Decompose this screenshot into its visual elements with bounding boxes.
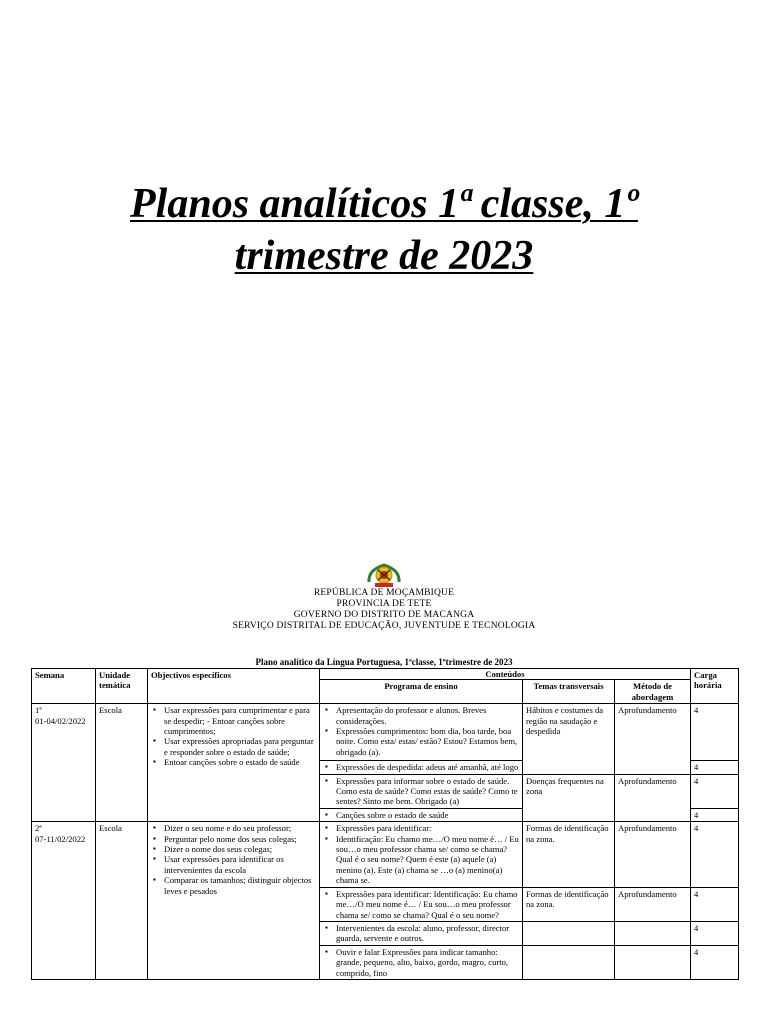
list-item: ▪ Usar expressões para identificar os intervenientes da escola bbox=[164, 854, 316, 875]
table-row bbox=[32, 704, 739, 761]
list-item: ▪ Expressões para informar sobre o estado de saúde. Como esta de saúde? Como estas de saúde? Como te sentes? Sinto me bem. Obrigado (a) bbox=[336, 776, 519, 807]
plan-title: Plano analítico da Língua Portuguesa, 1ªclasse, 1ºtrimestre de 2023 bbox=[255, 657, 513, 667]
list-item: ▪ Usar expressões para cumprimentar e para se despedir; - Entoar canções sobre cumprimentos; bbox=[164, 705, 316, 736]
hours-cell: 4 bbox=[691, 774, 739, 808]
table-header-row bbox=[32, 669, 739, 680]
document-title bbox=[0, 178, 768, 282]
header-line-1: REPÚBLICA DE MOÇAMBIQUE bbox=[313, 588, 455, 598]
content-cell bbox=[320, 774, 523, 808]
header-conteudos: Conteúdos bbox=[320, 669, 691, 680]
content-cell bbox=[320, 761, 523, 774]
unit-cell: Escola bbox=[96, 822, 148, 980]
week-cell: 1ª 01-04/02/2022 bbox=[32, 704, 96, 822]
list-item: ▪ Intervenientes da escola: aluno, professor, director guarda, servente e outros. bbox=[336, 923, 519, 944]
themes-cell bbox=[523, 921, 615, 945]
hours-cell: 4 bbox=[691, 808, 739, 821]
title-line-2: trimestre de 2023 bbox=[234, 233, 534, 279]
hours-cell: 4 bbox=[691, 945, 739, 979]
method-cell bbox=[615, 921, 691, 945]
table-row bbox=[32, 822, 739, 887]
method-cell: Aprofundamento bbox=[615, 887, 691, 921]
content-cell bbox=[320, 808, 523, 821]
week-cell: 2ª 07-11/02/2022 bbox=[32, 822, 96, 980]
list-item: ▪ Comparar os tamanhos; distinguir objectos leves e pesados bbox=[164, 875, 316, 896]
mozambique-emblem-icon bbox=[366, 562, 402, 588]
content-cell bbox=[320, 704, 523, 761]
header-line-4: SERVIÇO DISTRITAL DE EDUCAÇÃO, JUVENTUDE E TECNOLOGIA bbox=[232, 621, 536, 631]
method-cell: Aprofundamento bbox=[615, 822, 691, 887]
content-cell bbox=[320, 887, 523, 921]
header-objectivos: Objectivos específicos bbox=[148, 669, 320, 704]
list-item: ▪ Usar expressões apropriadas para perguntar e responder sobre o estado de saúde; bbox=[164, 736, 316, 757]
header-programa: Programa de ensino bbox=[320, 680, 523, 704]
header-metodo: Método de abordagem bbox=[615, 680, 691, 704]
objectives-cell bbox=[148, 704, 320, 822]
method-cell: Aprofundamento bbox=[615, 704, 691, 774]
content-cell bbox=[320, 822, 523, 887]
method-cell bbox=[615, 945, 691, 979]
header-line-3: GOVERNO DO DISTRITO DE MACANGA bbox=[293, 610, 475, 620]
themes-cell: Formas de identificação na zona. bbox=[523, 822, 615, 887]
header-line-2: PROVINCIA DE TETE bbox=[336, 599, 432, 609]
hours-cell: 4 bbox=[691, 761, 739, 774]
unit-cell: Escola bbox=[96, 704, 148, 822]
content-cell bbox=[320, 921, 523, 945]
plan-table bbox=[31, 668, 739, 980]
themes-cell: Formas de identificação na zona. bbox=[523, 887, 615, 921]
list-item: ▪ Apresentação do professor e alunos. Breves considerações. bbox=[336, 705, 519, 726]
themes-cell: Doenças frequentes na zona bbox=[523, 774, 615, 822]
list-item: ▪ Expressões para identificar: bbox=[336, 823, 519, 833]
institution-header bbox=[0, 588, 768, 632]
list-item: ▪ Identificação: Eu chamo me…/O meu nome é… / Eu sou…o meu professor chama se/ como se chama? Qual é o seu nome? Quem é este (a) aquele (a) menino (a). Este (a) chama se …o (a) menino(a) chama se. bbox=[336, 834, 519, 886]
list-item: ▪ Expressões para identificar: Identificação: Eu chamo me…/O meu nome é… / Eu sou…o meu professor chama se/ como se chama? Qual é o seu nome? bbox=[336, 889, 519, 920]
list-item: ▪ Perguntar pelo nome dos seus colegas; bbox=[164, 834, 316, 844]
hours-cell: 4 bbox=[691, 887, 739, 921]
hours-cell: 4 bbox=[691, 822, 739, 887]
objectives-cell bbox=[148, 822, 320, 980]
list-item: ▪ Expressões cumprimentos: bom dia, boa tarde, boa noite. Como esta/ estas/ estão? Estou? Estamos bem, obrigado (a). bbox=[336, 726, 519, 757]
header-carga: Carga horária bbox=[691, 669, 739, 704]
content-cell bbox=[320, 945, 523, 979]
header-unidade: Unidade temática bbox=[96, 669, 148, 704]
hours-cell: 4 bbox=[691, 704, 739, 761]
list-item: ▪ Dizer o nome dos seus colegas; bbox=[164, 844, 316, 854]
title-line-1: Planos analíticos 1ª classe, 1º bbox=[130, 181, 638, 227]
list-item: ▪ Expressões de despedida: adeus até amanhã, até logo bbox=[336, 762, 519, 772]
list-item: ▪ Canções sobre o estado de saúde bbox=[336, 810, 519, 820]
list-item: ▪ Ouvir e falar Expressões para indicar tamanho: grande, pequeno, alto, baixo, gordo, magro, curto, comprido, fino bbox=[336, 947, 519, 978]
list-item: ▪ Dizer o seu nome e do seu professor; bbox=[164, 823, 316, 833]
method-cell: Aprofundamento bbox=[615, 774, 691, 822]
list-item: ▪ Entoar canções sobre o estado de saúde bbox=[164, 757, 316, 767]
themes-cell: Hábitos e costumes da região na saudação e despedida bbox=[523, 704, 615, 774]
hours-cell: 4 bbox=[691, 921, 739, 945]
header-semana: Semana bbox=[32, 669, 96, 704]
themes-cell bbox=[523, 945, 615, 979]
header-temas: Temas transversais bbox=[523, 680, 615, 704]
